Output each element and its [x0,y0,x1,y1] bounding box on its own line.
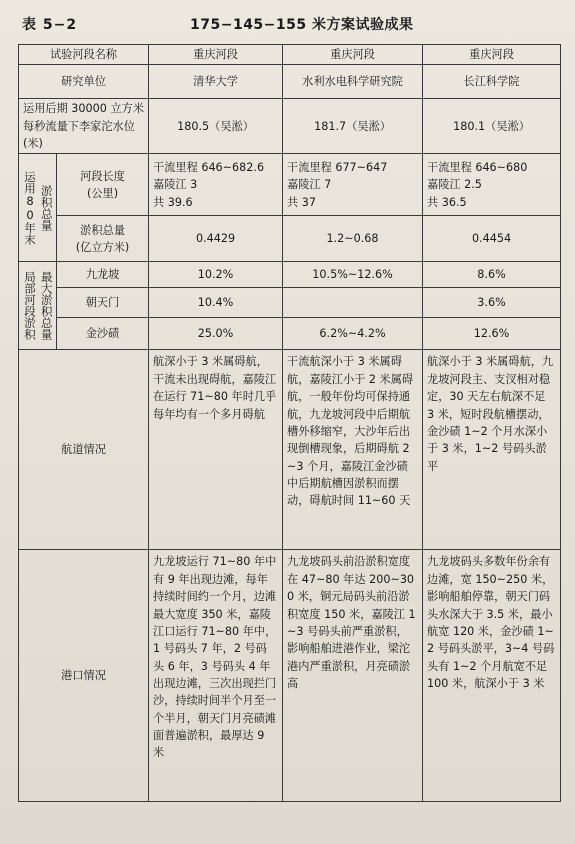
cell-nav-1: 航深小于 3 米属碍航，干流未出现碍航，嘉陵江在运行 71~80 年时几乎每年均有一个多月碍航 [149,350,283,550]
title-row [0,14,575,36]
table-row [19,318,561,350]
cell-volume-1: 0.4429 [149,216,283,262]
table-row [19,99,561,154]
row-label-port: 港口情况 [19,550,149,802]
group-label-deposition [19,154,57,262]
cell-chaotianmen-3: 3.6% [423,288,561,318]
table-title: 175−145−155 米方案试验成果 [190,17,414,33]
group-inner-label: 淤积总量 [39,184,54,231]
cell-nav-3: 航深小于 3 米属碍航，九龙坡河段主、支汊相对稳定，30 天左右航深不足 3 米，短时段航槽摆动，金沙碛 1~2 个月水深小于 3 米，1~2 号码头淤平 [423,350,561,550]
table-number: 表 5−2 [22,17,78,33]
cell-length-2: 干流里程 677~647 嘉陵江 7 共 37 [283,154,423,216]
cell-nav-2: 干流航深小于 3 米属碍航，嘉陵江小于 2 米属碍航，一般年份均可保持通航，九龙坡河段中后期航槽外移缩窄，大沙年后出现倒槽现象，后期碍航 2~3 个月，嘉陵江金沙碛中后期航槽因淤积而摆动，碍航时间 11~60 天 [283,350,423,550]
cell-chaotianmen-1: 10.4% [149,288,283,318]
table-row [19,550,561,802]
table-row [19,350,561,550]
cell-volume-2: 1.2~0.68 [283,216,423,262]
cell-unit-2: 水利水电科学研究院 [283,65,423,99]
group-outer-label: 局部河段淤积 [23,271,37,341]
results-table [18,44,561,802]
cell-length-3: 干流里程 646~680 嘉陵江 2.5 共 36.5 [423,154,561,216]
row-label-unit: 研究单位 [19,65,149,99]
row-label-chaotianmen: 朝天门 [57,288,149,318]
row-label-jinshaqi: 金沙碛 [57,318,149,350]
row-label-reach: 试验河段名称 [19,45,149,65]
cell-port-2: 九龙坡码头前沿淤积宽度在 47~80 年达 200~300 米，铜元局码头前沿淤积宽度 150 米，嘉陵江 1~3 号码头前严重淤积，影响船舶进港作业，梁沱港内严重淤积，月亮碛淤高 [283,550,423,802]
row-label-water-level: 运用后期 30000 立方米每秒流量下李家沱水位(米) [19,99,149,154]
cell-chaotianmen-2 [283,288,423,318]
cell-unit-3: 长江科学院 [423,65,561,99]
table-row [19,216,561,262]
row-label-navigation: 航道情况 [19,350,149,550]
cell-level-1: 180.5（吴淞） [149,99,283,154]
table-row [19,288,561,318]
table-row [19,262,561,288]
cell-volume-3: 0.4454 [423,216,561,262]
cell-length-1: 干流里程 646~682.6 嘉陵江 3 共 39.6 [149,154,283,216]
table-row [19,45,561,65]
row-label-jiulongpo: 九龙坡 [57,262,149,288]
table-row [19,65,561,99]
cell-port-1: 九龙坡运行 71~80 年中有 9 年出现边滩，每年持续时间约一个月，边滩最大宽度 350 米，嘉陵江口运行 71~80 年中，1 号码头 7 年，2 号码头 6 年，3 号码头 4 年出现边滩，三次出现拦门沙，持续时间半个月至一个半月，朝天门月亮碛滩面普遍淤积，最厚达 9 米 [149,550,283,802]
cell-reach-1: 重庆河段 [149,45,283,65]
cell-port-3: 九龙坡码头多数年份余有边滩，宽 150~250 米，影响船舶停靠，朝天门码头水深大于 3.5 米，最小航宽 120 米，金沙碛 1~2 号码头淤平，3~4 号码头有 1~2 个月航宽不足 100 米，航深小于 3 米 [423,550,561,802]
group-outer-label: 运用80年末 [23,170,37,245]
table-row [19,154,561,216]
cell-reach-3: 重庆河段 [423,45,561,65]
cell-level-3: 180.1（吴淞） [423,99,561,154]
cell-jiulongpo-1: 10.2% [149,262,283,288]
cell-jinshaqi-1: 25.0% [149,318,283,350]
cell-unit-1: 清华大学 [149,65,283,99]
cell-jiulongpo-3: 8.6% [423,262,561,288]
cell-jinshaqi-3: 12.6% [423,318,561,350]
cell-reach-2: 重庆河段 [283,45,423,65]
row-label-volume: 淤积总量 (亿立方米) [57,216,149,262]
group-label-local [19,262,57,350]
cell-level-2: 181.7（吴淞） [283,99,423,154]
group-inner-label: 最大淤积总量 [39,271,54,341]
cell-jiulongpo-2: 10.5%~12.6% [283,262,423,288]
row-label-length: 河段长度 (公里) [57,154,149,216]
cell-jinshaqi-2: 6.2%~4.2% [283,318,423,350]
